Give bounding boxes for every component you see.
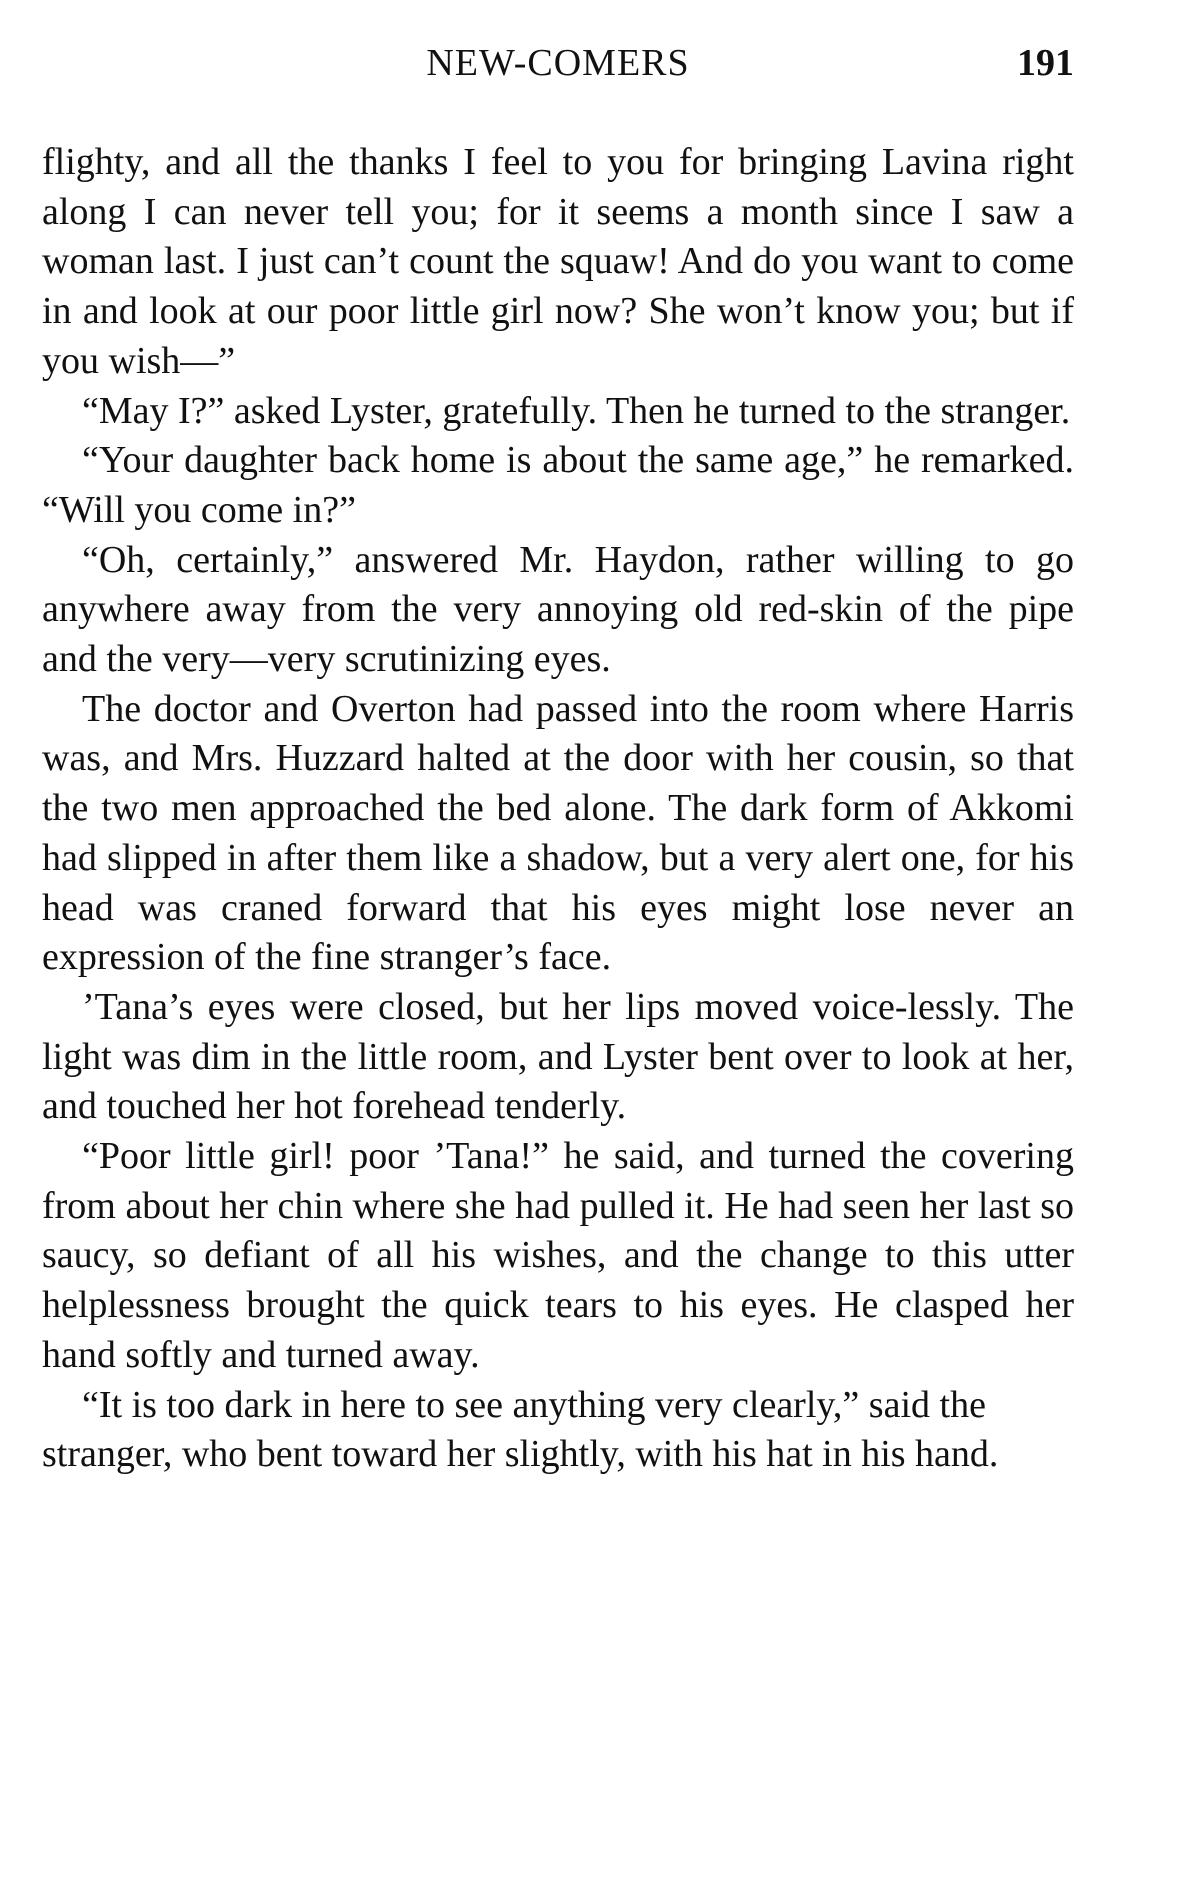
paragraph-continued: flighty, and all the thanks I feel to you for bringing Lavina right along I can never tell you; for it seems a month since I saw a woman last. I just can’t count the squaw! And do you want to come in and look at our poor little girl now? She won’t know you; but if you wish—” — [42, 141, 1074, 382]
paragraph: ’Tana’s eyes were closed, but her lips moved voice-lessly. The light was dim in the little room, and Lyster bent over to look at her, and touched her hot forehead tenderly. — [42, 985, 1074, 1128]
running-title: NEW-COMERS — [426, 42, 690, 84]
page-number: 191 — [1017, 42, 1074, 84]
body-text — [42, 138, 1074, 1480]
paragraph: “May I?” asked Lyster, gratefully. Then he turned to the stranger. — [82, 389, 1071, 432]
paragraph: “It is too dark in here to see anything very clearly,” said the stranger, who bent toward her slightly, with his hat in his hand. — [42, 1383, 999, 1476]
paragraph: “Oh, certainly,” answered Mr. Haydon, rather willing to go anywhere away from the very annoying old red-skin of the pipe and the very—very scrutinizing eyes. — [42, 538, 1074, 681]
paragraph: “Your daughter back home is about the same age,” he remarked. “Will you come in?” — [42, 439, 1074, 531]
paragraph: “Poor little girl! poor ’Tana!” he said, and turned the covering from about her chin where she had pulled it. He had seen her last so saucy, so defiant of all his wishes, and the change to this utter helplessness brought the quick tears to his eyes. He clasped her hand softly and turned away. — [42, 1135, 1074, 1376]
paragraph: The doctor and Overton had passed into the room where Harris was, and Mrs. Huzzard halted at the door with her cousin, so that the two men approached the bed alone. The dark form of Akkomi had slipped in after them like a shadow, but a very alert one, for his head was craned forward that his eyes might lose never an expression of the fine stranger’s face. — [42, 687, 1074, 979]
running-head — [42, 38, 1074, 88]
